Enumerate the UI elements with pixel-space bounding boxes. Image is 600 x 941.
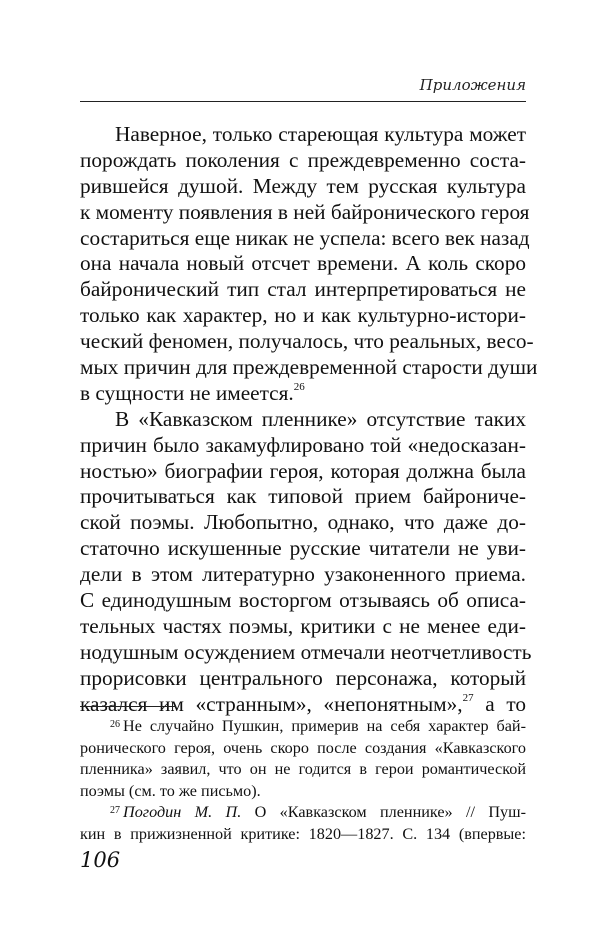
text-fragment: в сущности не имеется. (80, 380, 294, 405)
text-line: ской поэмы. Любопытно, однако, что даже до- (80, 510, 526, 535)
text-line-with-note (80, 692, 526, 718)
text-line-with-note (80, 381, 526, 407)
header-rule (80, 101, 526, 102)
footnote-26-line: поэмы (см. то же письмо). (80, 781, 261, 800)
footnote-text: О «Кавказском пленнике» // Пуш- (241, 803, 527, 821)
text-line: порождать поколения с преждевременно соста- (80, 147, 526, 172)
text-line: только как характер, но и как культурно-истори- (80, 303, 526, 328)
text-line: состариться еще никак не успела: всего век назад (80, 225, 530, 250)
footnote-26-line: ронического героя, очень скоро после создания «Кавказского (80, 738, 526, 757)
text-line: ностью» биографии героя, которая должна была (80, 458, 526, 483)
text-fragment: казался им «странным», «непонятным», (80, 691, 463, 716)
text-line: причин было закамуфлировано той «недосказан- (80, 432, 526, 457)
footnote-rule (80, 706, 176, 707)
footnote-author: Погодин М. П. (123, 803, 242, 821)
running-title: Приложения (419, 76, 526, 94)
text-line: тельных частях поэмы, критики с не менее еди- (80, 613, 526, 638)
main-text (80, 122, 538, 717)
text-line: В «Кавказском пленнике» отсутствие таких (115, 406, 526, 431)
footnote-number: 26 (110, 719, 120, 730)
text-line: мых причин для преждевременной старости души (80, 355, 538, 380)
note-ref-27: 27 (462, 691, 474, 704)
text-line: нодушным осуждением отмечали неотчетливость (80, 639, 532, 664)
text-line: она начала новый отсчет времени. А коль скоро (80, 251, 526, 276)
text-fragment: а то (473, 691, 526, 716)
footnote-27-line: кин в прижизненной критике: 1820—1827. С. 134 (впервые: (80, 824, 526, 843)
text-line: статочно искушенные русские читатели не уви- (80, 536, 526, 561)
text-line: дели в этом литературно узаконенного приема. (80, 562, 526, 587)
footnote-26-line (80, 716, 526, 738)
footnotes (80, 716, 526, 845)
text-line: байронический тип стал интерпретироваться не (80, 277, 526, 302)
text-line: С единодушным восторгом отзываясь об описа- (80, 588, 526, 613)
text-line: рившейся душой. Между тем русская культура (80, 173, 526, 198)
text-line: к моменту появления в ней байронического героя (80, 199, 530, 224)
footnote-27-line (80, 802, 526, 824)
page-number: 106 (80, 848, 121, 872)
text-line: прочитываться как типовой прием байрониче- (80, 484, 526, 509)
note-ref-26: 26 (293, 380, 305, 393)
text-line: ческий феномен, получалось, что реальных, весо- (80, 329, 534, 354)
footnote-text: Не случайно Пушкин, примерив на себя характер бай- (123, 717, 526, 735)
footnote-26-line: пленника» заявил, что он не годится в герои романтической (80, 760, 526, 778)
text-line: прорисовки центрального персонажа, который (80, 665, 526, 690)
text-line: Наверное, только стареющая культура может (115, 122, 526, 146)
footnote-number: 27 (110, 805, 120, 816)
